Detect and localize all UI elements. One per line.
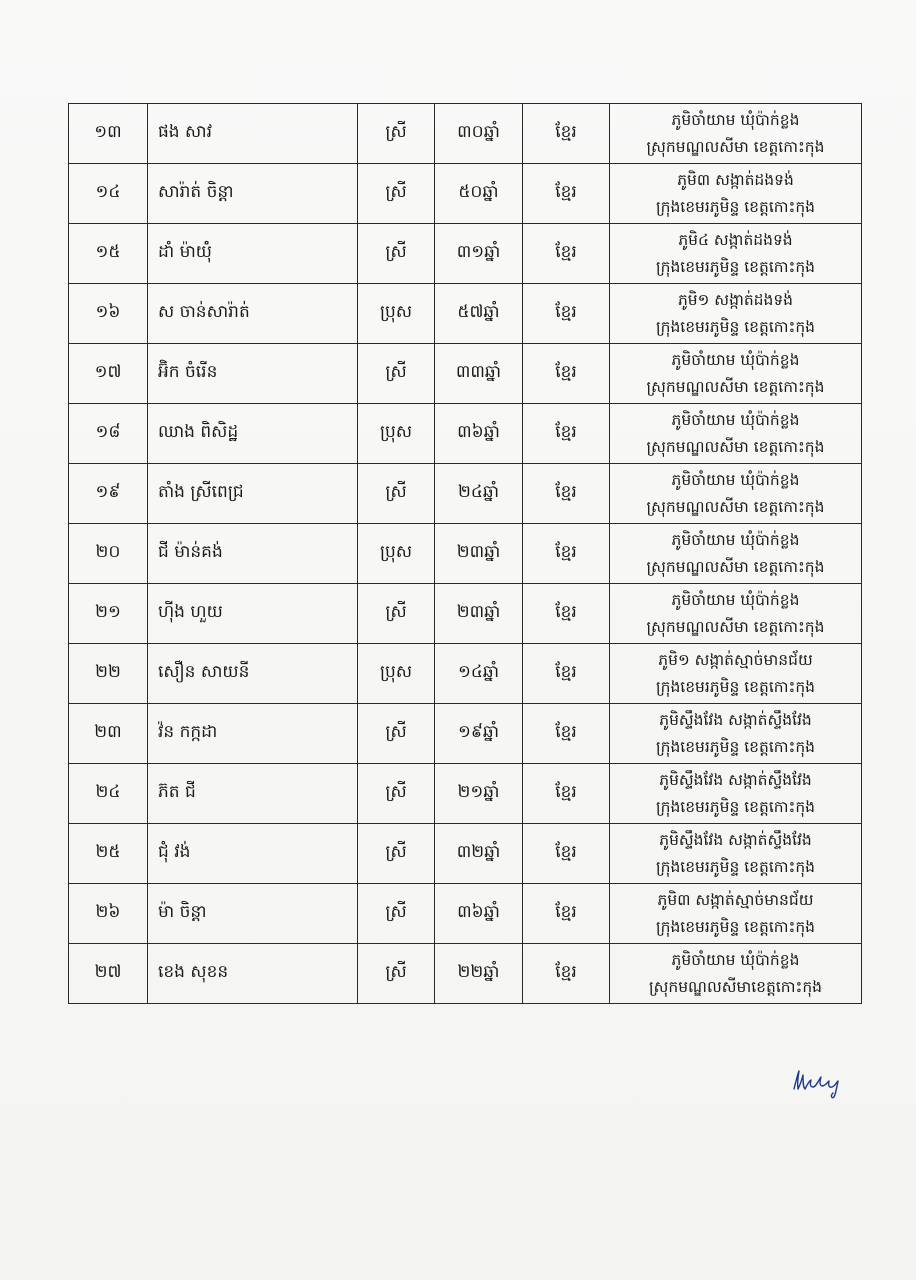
person-ethnicity: ខ្មែរ (523, 944, 610, 1004)
person-ethnicity: ខ្មែរ (523, 584, 610, 644)
person-ethnicity: ខ្មែរ (523, 644, 610, 704)
table-row (69, 344, 862, 404)
person-sex: ប្រុស (358, 644, 435, 704)
address-line2: ស្រុកមណ្ឌលសីមាខេត្តកោះកុង (648, 977, 822, 996)
row-number: ១៤ (69, 164, 148, 224)
participant-table (68, 103, 862, 1004)
person-age: ១៤ឆ្នាំ (435, 644, 523, 704)
row-number: ១៥ (69, 224, 148, 284)
person-sex: ស្រី (358, 704, 435, 764)
person-address (610, 584, 862, 644)
person-age: ១៩ឆ្នាំ (435, 704, 523, 764)
person-sex: ស្រី (358, 224, 435, 284)
person-age: ៣២ឆ្នាំ (435, 824, 523, 884)
address-line1: ភូមិចាំយាម ឃុំប៉ាក់ខ្លង (671, 410, 800, 429)
person-sex: ស្រី (358, 344, 435, 404)
person-address (610, 164, 862, 224)
person-address (610, 644, 862, 704)
table-row (69, 824, 862, 884)
person-name: ហ៊ីង ហួយ (148, 584, 358, 644)
table-row (69, 584, 862, 644)
table-body (69, 104, 862, 1004)
address-line2: ស្រុកមណ្ឌលសីមា ខេត្តកោះកុង (646, 617, 825, 636)
person-age: ៣៣ឆ្នាំ (435, 344, 523, 404)
person-ethnicity: ខ្មែរ (523, 524, 610, 584)
row-number: ២៤ (69, 764, 148, 824)
person-address (610, 284, 862, 344)
address-line1: ភូមិចាំយាម ឃុំប៉ាក់ខ្លង (671, 470, 800, 489)
person-address (610, 884, 862, 944)
row-number: ២១ (69, 584, 148, 644)
person-ethnicity: ខ្មែរ (523, 104, 610, 164)
person-name: ផង សាវ (148, 104, 358, 164)
row-number: ១៩ (69, 464, 148, 524)
person-address (610, 764, 862, 824)
row-number: ១៣ (69, 104, 148, 164)
address-line1: ភូមិចាំយាម ឃុំប៉ាក់ខ្លង (671, 110, 800, 129)
person-name: សឿន សាយនី (148, 644, 358, 704)
table-row (69, 524, 862, 584)
table-row (69, 104, 862, 164)
person-age: ៣១ឆ្នាំ (435, 224, 523, 284)
row-number: ២៧ (69, 944, 148, 1004)
person-address (610, 464, 862, 524)
row-number: ២២ (69, 644, 148, 704)
address-line1: ភូមិ៤ សង្កាត់ដងទង់ (678, 230, 793, 249)
handwritten-signature (788, 1063, 848, 1103)
row-number: ១៧ (69, 344, 148, 404)
address-line1: ភូមិ១ សង្កាត់ស្មាច់មានជ័យ (658, 650, 813, 669)
person-sex: ប្រុស (358, 524, 435, 584)
address-line1: ភូមិស្ទឹងវែង សង្កាត់ស្ទឹងវែង (659, 710, 812, 729)
table-row (69, 644, 862, 704)
address-line2: ស្រុកមណ្ឌលសីមា ខេត្តកោះកុង (646, 377, 825, 396)
address-line1: ភូមិ៣ សង្កាត់ស្មាច់មានជ័យ (657, 890, 814, 909)
person-sex: ប្រុស (358, 284, 435, 344)
person-age: ៣៦ឆ្នាំ (435, 884, 523, 944)
row-number: ២០ (69, 524, 148, 584)
person-ethnicity: ខ្មែរ (523, 464, 610, 524)
person-sex: ស្រី (358, 584, 435, 644)
address-line1: ភូមិចាំយាម ឃុំប៉ាក់ខ្លង (671, 350, 800, 369)
table-row (69, 284, 862, 344)
address-line2: ក្រុងខេមរភូមិន្ទ ខេត្តកោះកុង (655, 737, 816, 756)
address-line1: ភូមិចាំយាម ឃុំប៉ាក់ខ្លង (671, 530, 800, 549)
person-name: ជី ម៉ាន់គង់ (148, 524, 358, 584)
signature-stroke (794, 1071, 838, 1098)
address-line1: ភូមិ១ សង្កាត់ដងទង់ (677, 290, 794, 309)
person-name: វ៉ន កក្កដា (148, 704, 358, 764)
person-age: ៣០ឆ្នាំ (435, 104, 523, 164)
person-name: ខេង សុខន (148, 944, 358, 1004)
person-age: ៥៧ឆ្នាំ (435, 284, 523, 344)
address-line1: ភូមិ៣ សង្កាត់ដងទង់ (677, 170, 794, 189)
person-address (610, 104, 862, 164)
person-name: ភ៊ត ជី (148, 764, 358, 824)
table-row (69, 224, 862, 284)
person-ethnicity: ខ្មែរ (523, 704, 610, 764)
person-age: ២៤ឆ្នាំ (435, 464, 523, 524)
table-row (69, 884, 862, 944)
person-address (610, 224, 862, 284)
table-row (69, 464, 862, 524)
person-address (610, 944, 862, 1004)
person-name: សារ៉ាត់ ចិន្តា (148, 164, 358, 224)
address-line1: ភូមិស្ទឹងវែង សង្កាត់ស្ទឹងវែង (659, 770, 812, 789)
address-line1: ភូមិស្ទឹងវែង សង្កាត់ស្ទឹងវែង (659, 830, 812, 849)
address-line2: ក្រុងខេមរភូមិន្ទ ខេត្តកោះកុង (655, 677, 816, 696)
table-row (69, 764, 862, 824)
person-age: ២៣ឆ្នាំ (435, 524, 523, 584)
person-age: ២៣ឆ្នាំ (435, 584, 523, 644)
person-age: ៥០ឆ្នាំ (435, 164, 523, 224)
address-line2: ស្រុកមណ្ឌលសីមា ខេត្តកោះកុង (646, 557, 825, 576)
person-sex: ស្រី (358, 944, 435, 1004)
person-address (610, 344, 862, 404)
address-line2: ក្រុងខេមរភូមិន្ទ ខេត្តកោះកុង (655, 917, 816, 936)
person-name: ឈាង ពិសិដ្ឋ (148, 404, 358, 464)
address-line1: ភូមិចាំយាម ឃុំប៉ាក់ខ្លង (671, 950, 800, 969)
row-number: ២៣ (69, 704, 148, 764)
address-line2: ក្រុងខេមរភូមិន្ទ ខេត្តកោះកុង (655, 257, 816, 276)
person-ethnicity: ខ្មែរ (523, 344, 610, 404)
person-name: ម៉ា ចិន្តា (148, 884, 358, 944)
person-ethnicity: ខ្មែរ (523, 764, 610, 824)
person-address (610, 704, 862, 764)
person-address (610, 404, 862, 464)
person-address (610, 524, 862, 584)
person-ethnicity: ខ្មែរ (523, 284, 610, 344)
person-sex: ស្រី (358, 464, 435, 524)
person-name: ជុំ វង់ (148, 824, 358, 884)
person-sex: ស្រី (358, 884, 435, 944)
table-row (69, 944, 862, 1004)
row-number: ២៦ (69, 884, 148, 944)
address-line2: ស្រុកមណ្ឌលសីមា ខេត្តកោះកុង (646, 437, 825, 456)
table-row (69, 704, 862, 764)
address-line2: ស្រុកមណ្ឌលសីមា ខេត្តកោះកុង (646, 497, 825, 516)
address-line2: ក្រុងខេមរភូមិន្ទ ខេត្តកោះកុង (655, 197, 816, 216)
address-line2: ស្រុកមណ្ឌលសីមា ខេត្តកោះកុង (646, 137, 825, 156)
person-age: ២១ឆ្នាំ (435, 764, 523, 824)
person-address (610, 824, 862, 884)
row-number: ២៥ (69, 824, 148, 884)
address-line1: ភូមិចាំយាម ឃុំប៉ាក់ខ្លង (671, 590, 800, 609)
person-name: តាំង ស្រីពេជ្រ (148, 464, 358, 524)
person-ethnicity: ខ្មែរ (523, 404, 610, 464)
table-row (69, 404, 862, 464)
row-number: ១៨ (69, 404, 148, 464)
person-sex: ប្រុស (358, 404, 435, 464)
person-age: ២២ឆ្នាំ (435, 944, 523, 1004)
address-line2: ក្រុងខេមរភូមិន្ទ ខេត្តកោះកុង (655, 317, 816, 336)
person-sex: ស្រី (358, 164, 435, 224)
person-ethnicity: ខ្មែរ (523, 884, 610, 944)
person-age: ៣៦ឆ្នាំ (435, 404, 523, 464)
table-row (69, 164, 862, 224)
address-line2: ក្រុងខេមរភូមិន្ទ ខេត្តកោះកុង (655, 857, 816, 876)
person-name: អ៊ិក ចំរើន (148, 344, 358, 404)
person-ethnicity: ខ្មែរ (523, 164, 610, 224)
person-sex: ស្រី (358, 824, 435, 884)
person-ethnicity: ខ្មែរ (523, 824, 610, 884)
person-sex: ស្រី (358, 764, 435, 824)
person-ethnicity: ខ្មែរ (523, 224, 610, 284)
address-line2: ក្រុងខេមរភូមិន្ទ ខេត្តកោះកុង (655, 797, 816, 816)
person-name: ស ចាន់សារ៉ាត់ (148, 284, 358, 344)
person-name: ដាំ ម៉ាយ៉ុំ (148, 224, 358, 284)
row-number: ១៦ (69, 284, 148, 344)
person-sex: ស្រី (358, 104, 435, 164)
